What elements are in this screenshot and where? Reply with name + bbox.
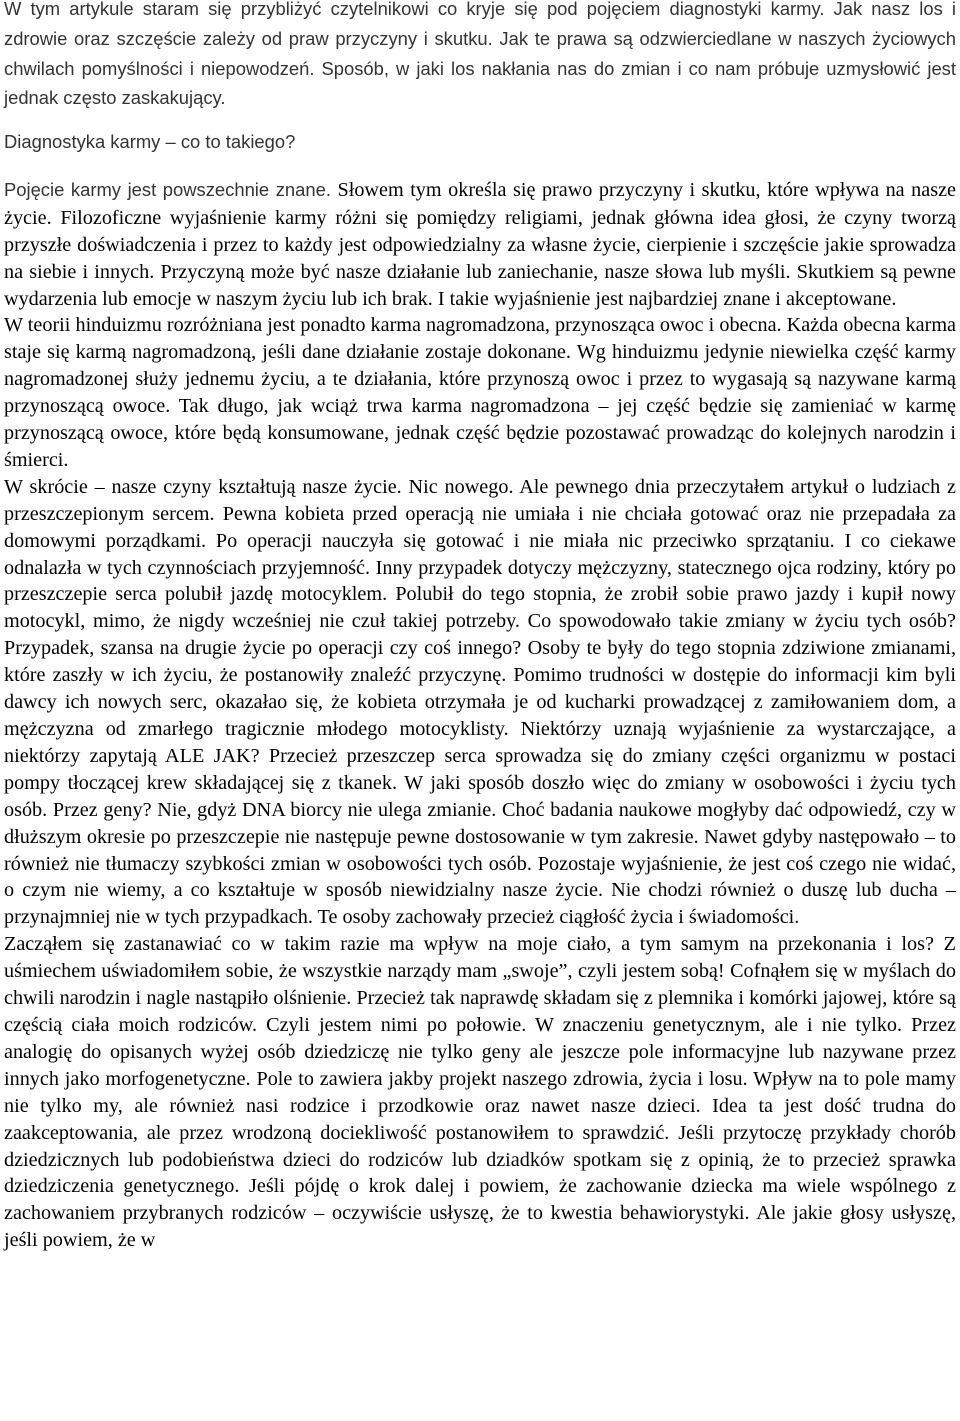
paragraph-inheritance: Zacząłem się zastanawiać co w takim razie ma wpływ na moje ciało, a tym samym na przekonania i los? Z uśmiechem uświadomiłem sobie, że wszystkie narządy mam „swoje”, czyli jestem sobą! Cofnąłem się w myślach do chwili narodzin i nagle nastąpiło olśnienie. Przecież tak naprawdę składam się z plemnika i komórki jajowej, które są częścią ciała moich rodziców. Czyli jestem nimi po połowie. W znaczeniu genetycznym, ale i nie tylko. Przez analogię do opisanych wyżej osób dziedziczę nie tylko geny ale jeszcze pole informacyjne lub nazywane przez innych jako morfogenetyczne. Pole to zawiera jakby projekt naszego zdrowia, życia i losu. Wpływ na to pole mamy nie tylko my, ale również nasi rodzice i przodkowie oraz nawet nasze dzieci. Idea ta jest dość trudna do zaakceptowania, ale przez wrodzoną dociekliwość postanowiłem to sprawdzić. Jeśli przytoczę przykłady chorób dziedzicznych lub podobieństwa dzieci do rodziców lub dziadków spotkam się z opinią, że to przecież sprawka dziedziczenia genetycznego. Jeśli pójdę o krok dalej i powiem, że zachowanie dziecka ma wiele wspólnego z zachowaniem przybranych rodziców – oczywiście usłyszę, że to kwestia behawiorystyki. Ale jakie głosy usłyszę, jeśli powiem, że w (4, 933, 956, 1252)
paragraph-body: Słowem tym określa się prawo przyczyny i skutku, które wpływa na nasze życie. Filozoficzne wyjaśnienie karmy różni się pomiędzy religiami, jednak główna idea głosi, że czyny tworzą przyszłe doświadczenia i przez to każdy jest odpowiedzialny za własne życie, cierpienie i szczęście jakie sprowadza na siebie i innych. Przyczyną może być nasze działanie lub zaniechanie, nasze słowa lub myśli. Skutkiem są pewne wydarzenia lub emocje w naszym życiu lub ich brak. I takie wyjaśnienie jest najbardziej znane i akceptowane. (4, 178, 957, 310)
paragraph-karma-definition (4, 175, 956, 312)
paragraph-lead: Pojęcie karmy jest powszechnie znane. (4, 178, 331, 200)
paragraph-heart-transplant: W skrócie – nasze czyny kształtują nasze życie. Nic nowego. Ale pewnego dnia przeczytałem artykuł o ludziach z przeszczepionym sercem. Pewna kobieta przed operacją nie umiała i nie chciała gotować oraz nie przepadała za domowymi porządkami. Po operacji nauczyła się gotować i nie miała nic przeciwko sprzątaniu. I co ciekawe odnalazła w tych czynnościach przyjemność. Inny przypadek dotyczy mężczyzny, statecznego ojca rodziny, który po przeszczepie serca polubił jazdę motocyklem. Polubił do tego stopnia, że zrobił sobie prawo jazdy i kupił nowy motocykl, mimo, że nigdy wcześniej nie czuł takiej potrzeby. Co spowodowało takie zmiany w życiu tych osób? Przypadek, szansa na drugie życie po operacji czy coś innego? Osoby te były do tego stopnia zdziwione zmianami, które zaszły w ich życiu, że postanowiły znaleźć przyczynę. Pomimo trudności w dostępie do informacji kim byli dawcy ich nowych serc, okazałao się, że kobieta otrzymała je od kucharki prowadzącej z zamiłowaniem dom, a mężczyzna od zmarłego tragicznie młodego motocyklisty. Niektórzy uznają wyjaśnienie za wystarczające, a niektórzy zapytają ALE JAK? Przecież przeszczep serca sprowadza się do zmiany części organizmu w postaci pompy tłoczącej krew składającej się z tkanek. W jaki sposób doszło więc do zmiany w osobowości i życiu tych osób. Przez geny? Nie, gdyż DNA biorcy nie ulega zmianie. Choć badania naukowe mogłyby dać odpowiedź, czy w dłuższym okresie po przeszczepie nie następuje pewne dostosowanie w tym zakresie. Nawet gdyby następowało – to również nie tłumaczy szybkości zmian w osobowości tych osób. Pozostaje wyjaśnienie, że jest coś czego nie widać, o czym nie wiemy, a co kształtuje w sposób niewidzialny nasze życie. Nie chodzi również o duszę lub ducha – przynajmniej nie w tych przypadkach. Te osoby zachowały przecież ciągłość życia i świadomości. (4, 475, 956, 929)
paragraph-hinduism: W teorii hinduizmu rozróżniana jest ponadto karma nagromadzona, przynosząca owoc i obecna. Każda obecna karma staje się karmą nagromadzoną, jeśli dane działanie zostaje dokonane. Wg hinduizmu jedynie niewielka część karmy nagromadzonej służy jednemu życiu, a te działania, które przynoszą owoc i przez to wygasają są nazywane karmą przynoszącą owoce. Tak długo, jak wciąż trwa karma nagromadzona – jej część będzie się zamieniać w karmę przynoszącą owoce, które będą konsumowane, jednak część będzie pozostawać prowadząc do kolejnych narodzin i śmierci. (4, 314, 956, 471)
intro-paragraph: W tym artykule staram się przybliżyć czytelnikowi co kryje się pod pojęciem diagnostyki karmy. Jak nasz los i zdrowie oraz szczęście zależy od praw przyczyny i skutku. Jak te prawa są odzwierciedlane w naszych życiowych chwilach pomyślności i niepowodzeń. Sposób, w jaki los nakłania nas do zmian i co nam próbuje uzmysłowić jest jednak często zaskakujący. (4, 0, 956, 109)
section-heading: Diagnostyka karmy – co to takiego? (4, 131, 296, 153)
article (4, 0, 956, 1254)
